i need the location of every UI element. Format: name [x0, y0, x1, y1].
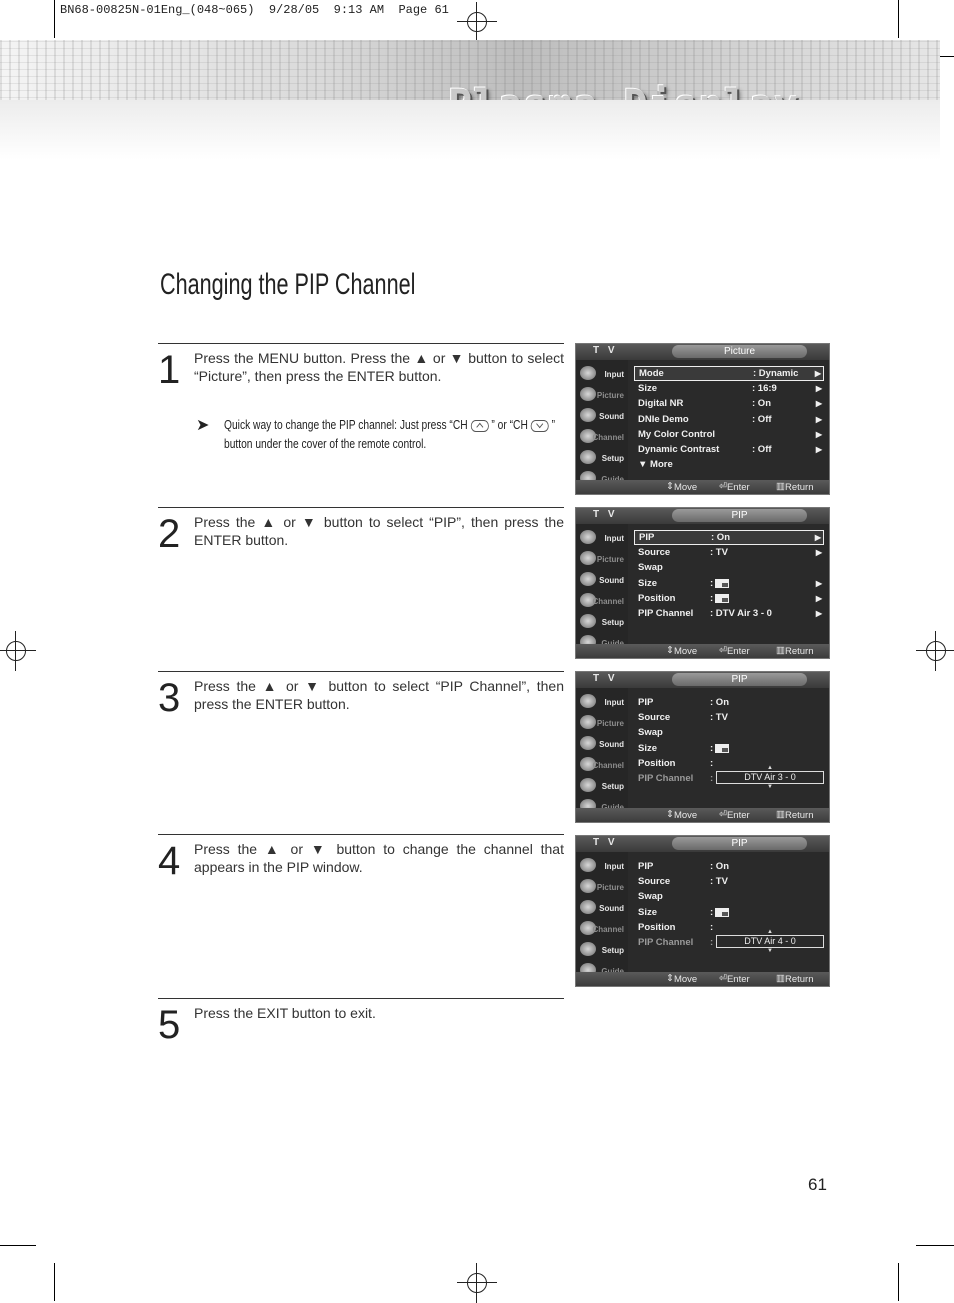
osd-footer	[576, 808, 829, 822]
menu-item-position[interactable]: Position :	[638, 757, 714, 769]
sidebar-item-picture[interactable]: Picture	[578, 549, 626, 568]
right-arrow-icon: ▶	[815, 578, 822, 588]
tv-label: T V	[593, 673, 618, 684]
menu-item-pip[interactable]: PIP : On	[638, 861, 729, 872]
menu-item-pip-channel[interactable]: PIP Channel :	[638, 772, 714, 784]
step-number: 5	[158, 1003, 181, 1047]
sidebar-item-channel[interactable]: Channel	[578, 427, 626, 446]
osd-footer	[576, 972, 829, 986]
up-arrow-icon[interactable]: ▲	[767, 765, 773, 771]
step-5	[158, 998, 564, 1059]
step-number: 2	[158, 512, 181, 556]
menu-title: PIP	[672, 673, 807, 686]
menu-item-source[interactable]: Source : TV	[638, 876, 728, 888]
sidebar-item-input[interactable]: Input	[578, 364, 626, 383]
osd-pip-channel-select	[575, 671, 830, 823]
osd-sidebar	[576, 524, 628, 648]
return-hint: ▥ Return	[776, 645, 814, 657]
menu-item-swap[interactable]: Swap	[638, 562, 663, 574]
menu-item-digital-nr[interactable]: Digital NR : On ▶	[638, 398, 822, 410]
menu-title: Picture	[672, 345, 807, 358]
registration-mark	[457, 2, 497, 42]
sidebar-item-channel[interactable]: Channel	[578, 919, 626, 938]
page-number: 61	[808, 1175, 827, 1194]
right-arrow-icon: ▶	[815, 399, 822, 409]
sound-icon	[580, 900, 596, 914]
size-icon	[715, 908, 729, 917]
menu-item-pip[interactable]: PIP : On	[638, 697, 729, 708]
osd-sidebar	[576, 852, 628, 976]
right-arrow-icon: ▶	[814, 369, 821, 378]
setup-icon	[580, 450, 596, 464]
crop-mark	[0, 1245, 36, 1246]
arrow-icon: ➤	[196, 417, 210, 434]
crop-mark	[54, 1263, 55, 1301]
channel-up-icon	[471, 420, 489, 432]
setup-icon	[580, 778, 596, 792]
input-icon	[580, 694, 596, 708]
menu-item-source[interactable]: Source : TV	[638, 712, 728, 724]
picture-icon	[580, 715, 596, 729]
menu-item-swap[interactable]: Swap	[638, 727, 663, 739]
picture-icon	[580, 387, 596, 401]
down-arrow-icon[interactable]: ▼	[767, 784, 773, 790]
osd-sidebar	[576, 688, 628, 812]
sidebar-item-channel[interactable]: Channel	[578, 755, 626, 774]
menu-item-my-color-control[interactable]: My Color Control ▶	[638, 428, 822, 440]
input-icon	[580, 858, 596, 872]
input-icon	[580, 530, 596, 544]
menu-item-swap[interactable]: Swap	[638, 891, 663, 903]
registration-mark	[916, 631, 954, 671]
sidebar-item-setup[interactable]: Setup	[578, 776, 626, 795]
up-arrow-icon[interactable]: ▲	[767, 929, 773, 935]
step-1	[158, 343, 564, 504]
menu-item-size[interactable]: Size : ▶	[638, 577, 822, 589]
right-arrow-icon: ▶	[815, 548, 822, 558]
enter-hint: ⏎ Enter	[719, 645, 750, 657]
move-hint: ⇕ Move	[666, 973, 698, 985]
enter-hint: ⏎ Enter	[719, 973, 750, 985]
osd-pip-menu	[575, 507, 830, 659]
menu-title: PIP	[672, 837, 807, 850]
right-arrow-icon: ▶	[815, 593, 822, 603]
section-title: Changing the PIP Channel	[160, 268, 416, 301]
tv-label: T V	[593, 509, 618, 520]
menu-item-size[interactable]: Size :	[634, 905, 824, 920]
osd-sidebar	[576, 360, 628, 484]
step-text: Press the ▲ or ▼ button to select “PIP Channel”, then press the ENTER button.	[194, 678, 564, 712]
menu-item-mode[interactable]: Mode : Dynamic ▶	[634, 366, 824, 381]
menu-item-position[interactable]: Position :	[638, 921, 714, 933]
osd-footer	[576, 480, 829, 494]
step-4	[158, 834, 564, 995]
position-icon	[715, 594, 729, 603]
return-hint: ▥ Return	[776, 481, 814, 493]
step-number: 3	[158, 676, 181, 720]
crop-mark	[54, 0, 55, 38]
menu-item-position[interactable]: Position : ▶	[638, 592, 822, 604]
move-hint: ⇕ Move	[666, 809, 698, 821]
sidebar-item-input[interactable]: Input	[578, 692, 626, 711]
menu-item-more[interactable]: ▼ More	[638, 459, 673, 471]
sidebar-item-input[interactable]: Input	[578, 856, 626, 875]
right-arrow-icon: ▶	[814, 533, 821, 542]
sidebar-item-sound[interactable]: Sound	[578, 734, 626, 753]
right-arrow-icon: ▶	[815, 429, 822, 439]
step-text: Press the ▲ or ▼ button to select “PIP”, then press the ENTER button.	[194, 514, 564, 548]
move-hint: ⇕ Move	[666, 645, 698, 657]
channel-down-icon	[531, 420, 549, 432]
tip-note	[198, 416, 558, 454]
print-header: BN68-00825N-01Eng_(048~065) 9/28/05 9:13 AM Page 61	[60, 3, 449, 17]
tip-text: Quick way to change the PIP channel: Just press “CH ” or “CH ” button under the cover of the remote control.	[224, 418, 555, 451]
input-icon	[580, 366, 596, 380]
move-hint: ⇕ Move	[666, 481, 698, 493]
step-number: 4	[158, 839, 181, 883]
tv-label: T V	[593, 837, 618, 848]
return-hint: ▥ Return	[776, 809, 814, 821]
size-icon	[715, 744, 729, 753]
setup-icon	[580, 942, 596, 956]
menu-item-pip-channel[interactable]: PIP Channel : DTV Air 3 - 0 ▶	[638, 607, 822, 619]
registration-mark	[0, 631, 36, 671]
step-text: Press the ▲ or ▼ button to change the channel that appears in the PIP window.	[194, 841, 564, 875]
menu-item-dynamic-contrast[interactable]: Dynamic Contrast : Off ▶	[638, 443, 822, 455]
osd-footer	[576, 644, 829, 658]
right-arrow-icon: ▶	[815, 414, 822, 424]
sound-icon	[580, 572, 596, 586]
menu-item-size[interactable]: Size : 16:9 ▶	[638, 383, 822, 395]
down-arrow-icon[interactable]: ▼	[767, 948, 773, 954]
channel-selector[interactable]: ▲ DTV Air 4 - 0 ▼	[716, 935, 824, 948]
sound-icon	[580, 408, 596, 422]
osd-pip-channel-changed	[575, 835, 830, 987]
sidebar-item-setup[interactable]: Setup	[578, 940, 626, 959]
menu-item-size[interactable]: Size :	[634, 741, 824, 756]
menu-item-dnie-demo[interactable]: DNIe Demo : Off ▶	[638, 413, 822, 425]
registration-mark	[457, 1263, 497, 1303]
crop-mark	[916, 1245, 954, 1246]
sidebar-item-setup[interactable]: Setup	[578, 448, 626, 467]
step-text: Press the EXIT button to exit.	[194, 1005, 376, 1021]
menu-item-pip[interactable]: PIP : On ▶	[634, 530, 824, 545]
sidebar-item-sound[interactable]: Sound	[578, 406, 626, 425]
sidebar-item-picture[interactable]: Picture	[578, 713, 626, 732]
sidebar-item-picture[interactable]: Picture	[578, 877, 626, 896]
step-3	[158, 671, 564, 832]
sound-icon	[580, 736, 596, 750]
picture-icon	[580, 551, 596, 565]
channel-selector[interactable]: ▲ DTV Air 3 - 0 ▼	[716, 771, 824, 784]
banner-fade	[0, 100, 940, 160]
osd-picture-menu	[575, 343, 830, 495]
right-arrow-icon: ▶	[815, 384, 822, 394]
right-arrow-icon: ▶	[815, 444, 822, 454]
step-2	[158, 507, 564, 668]
tv-label: T V	[593, 345, 618, 356]
menu-item-source[interactable]: Source : TV ▶	[638, 547, 822, 559]
menu-item-pip-channel[interactable]: PIP Channel :	[638, 936, 714, 948]
enter-hint: ⏎ Enter	[719, 809, 750, 821]
step-text: Press the MENU button. Press the ▲ or ▼ button to select “Picture”, then press the ENTER button.	[194, 350, 564, 384]
size-icon	[715, 579, 729, 588]
setup-icon	[580, 614, 596, 628]
sidebar-item-picture[interactable]: Picture	[578, 385, 626, 404]
sidebar-item-input[interactable]: Input	[578, 528, 626, 547]
crop-mark	[898, 1263, 899, 1301]
menu-title: PIP	[672, 509, 807, 522]
sidebar-item-sound[interactable]: Sound	[578, 570, 626, 589]
sidebar-item-channel[interactable]: Channel	[578, 591, 626, 610]
enter-hint: ⏎ Enter	[719, 481, 750, 493]
step-number: 1	[158, 348, 181, 392]
crop-mark	[898, 0, 899, 38]
sidebar-item-setup[interactable]: Setup	[578, 612, 626, 631]
right-arrow-icon: ▶	[815, 608, 822, 618]
return-hint: ▥ Return	[776, 973, 814, 985]
picture-icon	[580, 879, 596, 893]
sidebar-item-sound[interactable]: Sound	[578, 898, 626, 917]
